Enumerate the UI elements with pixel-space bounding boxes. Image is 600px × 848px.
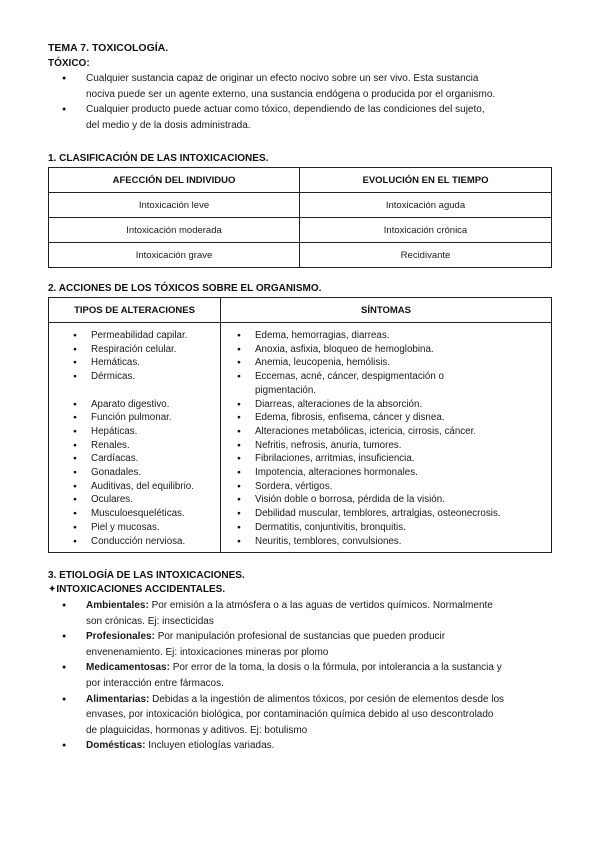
toxico-bullets	[86, 71, 556, 133]
bullet-line: ● Cualquier sustancia capaz de originar un efecto nocivo sobre un ser vivo. Esta sustancia	[86, 73, 479, 84]
table-header-row	[49, 168, 552, 193]
table-row	[49, 218, 552, 243]
table-cell: Intoxicación crónica	[300, 218, 552, 243]
column-header: EVOLUCIÓN EN EL TIEMPO	[300, 168, 552, 193]
list-item: ● Función pulmonar.	[91, 411, 194, 425]
item-term: Profesionales:	[86, 631, 155, 643]
list-item: ● Anoxia, asfixia, bloqueo de hemoglobina.	[255, 343, 547, 357]
list-item: ● Gonadales.	[91, 466, 194, 480]
page-title: TEMA 7. TOXICOLOGÍA.	[48, 42, 169, 54]
table-row	[49, 193, 552, 218]
item-term: Ambientales:	[86, 600, 149, 611]
item-text: por interacción entre fármacos.	[86, 677, 224, 689]
list-item: ● Impotencia, alteraciones hormonales.	[255, 466, 547, 480]
etiology-item	[86, 660, 556, 691]
item-text: Incluyen etiologías variadas.	[145, 740, 275, 752]
item-text: Por emisión a la atmósfera o a las aguas de vertidos químicos. Normalmente	[148, 600, 493, 611]
section1-heading: 1. CLASIFICACIÓN DE LAS INTOXICACIONES.	[48, 153, 269, 164]
tipos-list	[91, 329, 194, 548]
etiology-item	[86, 738, 556, 754]
etiology-item	[86, 598, 556, 629]
section3-heading: 3. ETIOLOGÍA DE LAS INTOXICACIONES.	[48, 570, 245, 581]
list-item: ● Debilidad muscular, temblores, artralgias, osteonecrosis.	[255, 507, 547, 521]
list-item: ● Edema, fibrosis, enfisema, cáncer y disnea.	[255, 411, 547, 425]
tipos-cell	[49, 323, 221, 553]
table-row	[49, 323, 552, 553]
column-header: TIPOS DE ALTERACIONES	[49, 298, 221, 323]
item-text: de plaguicidas, hormonas y aditivos. Ej: botulismo	[86, 724, 308, 736]
bullet-line: ● Cualquier producto puede actuar como tóxico, dependiendo de las condiciones del sujeto,	[86, 104, 485, 116]
item-term: Alimentarias:	[86, 693, 150, 705]
section2-heading: 2. ACCIONES DE LOS TÓXICOS SOBRE EL ORGANISMO.	[48, 283, 322, 294]
list-item: ● Dérmicas.	[91, 370, 194, 384]
list-item: ● Diarreas, alteraciones de la absorción.	[255, 398, 547, 412]
list-item: ● Permeabilidad capilar.	[91, 329, 194, 343]
etiology-item	[86, 692, 556, 739]
list-item: ● Alteraciones metabólicas, ictericia, cirrosis, cáncer.	[255, 425, 547, 439]
list-item: ● Hepáticas.	[91, 425, 194, 439]
sintomas-list	[255, 329, 547, 548]
toxico-heading: TÓXICO:	[48, 58, 90, 69]
section3-subheading: ✦INTOXICACIONES ACCIDENTALES.	[48, 584, 226, 595]
list-item: ● Eccemas, acné, cáncer, despigmentación o	[255, 370, 547, 384]
list-item: ● Respiración celular.	[91, 343, 194, 357]
list-item: ● Nefritis, nefrosis, anuria, tumores.	[255, 439, 547, 453]
item-text: envenenamiento. Ej: intoxicaciones mineras por plomo	[86, 646, 329, 658]
list-item: ● Dermatitis, conjuntivitis, bronquitis.	[255, 521, 547, 535]
bullet-line: nociva puede ser un agente externo, una sustancia endógena o producida por el organismo.	[86, 88, 496, 100]
item-term: Domésticas:	[86, 740, 146, 752]
list-item: ● Oculares.	[91, 493, 194, 507]
list-item-continuation: pigmentación.	[255, 384, 316, 396]
list-item: ● Auditivas, del equilibrio.	[91, 480, 194, 494]
table-row	[49, 243, 552, 268]
table-cell: Intoxicación grave	[49, 243, 300, 268]
column-header: AFECCIÓN DEL INDIVIDUO	[49, 168, 300, 193]
classification-table	[48, 167, 552, 268]
item-text: Por manipulación profesional de sustancias que pueden producir	[154, 631, 446, 643]
item-text: Por error de la toma, la dosis o la fórmula, por intolerancia a la sustancia y	[169, 662, 502, 674]
table-cell: Intoxicación aguda	[300, 193, 552, 218]
table-header-row	[49, 298, 552, 323]
actions-table	[48, 297, 552, 553]
list-item: ● Musculoesqueléticas.	[91, 507, 194, 521]
table-cell: Intoxicación moderada	[49, 218, 300, 243]
item-text: son crónicas. Ej: insecticidas	[86, 615, 214, 627]
table-cell: Intoxicación leve	[49, 193, 300, 218]
list-item: ● Cardíacas.	[91, 452, 194, 466]
etiology-list	[86, 598, 556, 754]
list-item: ● Piel y mucosas.	[91, 521, 194, 535]
item-text: Debidas a la ingestión de alimentos tóxicos, por cesión de elementos desde los	[149, 693, 505, 705]
column-header: SÍNTOMAS	[221, 298, 552, 323]
item-text: envases, por intoxicación biológica, por contaminación química debido al uso descontrolado	[86, 709, 494, 721]
list-item: ● Hemáticas.	[91, 356, 194, 370]
toxico-bullet	[86, 102, 556, 133]
bullet-line: del medio y de la dosis administrada.	[86, 119, 251, 131]
list-item: ● Sordera, vértigos.	[255, 480, 547, 494]
etiology-item	[86, 629, 556, 660]
list-item: ● Conducción nerviosa.	[91, 535, 194, 549]
list-item: ● Fibrilaciones, arritmias, insuficiencia.	[255, 452, 547, 466]
list-item: ● Aparato digestivo.	[91, 398, 194, 412]
list-item: ● Renales.	[91, 439, 194, 453]
list-item: ● Anemia, leucopenia, hemólisis.	[255, 356, 547, 370]
sintomas-cell	[221, 323, 552, 553]
list-item: ● Edema, hemorragias, diarreas.	[255, 329, 547, 343]
list-item: ● Neuritis, temblores, convulsiones.	[255, 535, 547, 549]
toxico-bullet	[86, 71, 556, 102]
table-cell: Recidivante	[300, 243, 552, 268]
list-item: ● Visión doble o borrosa, pérdida de la visión.	[255, 493, 547, 507]
item-term: Medicamentosas:	[86, 662, 170, 674]
